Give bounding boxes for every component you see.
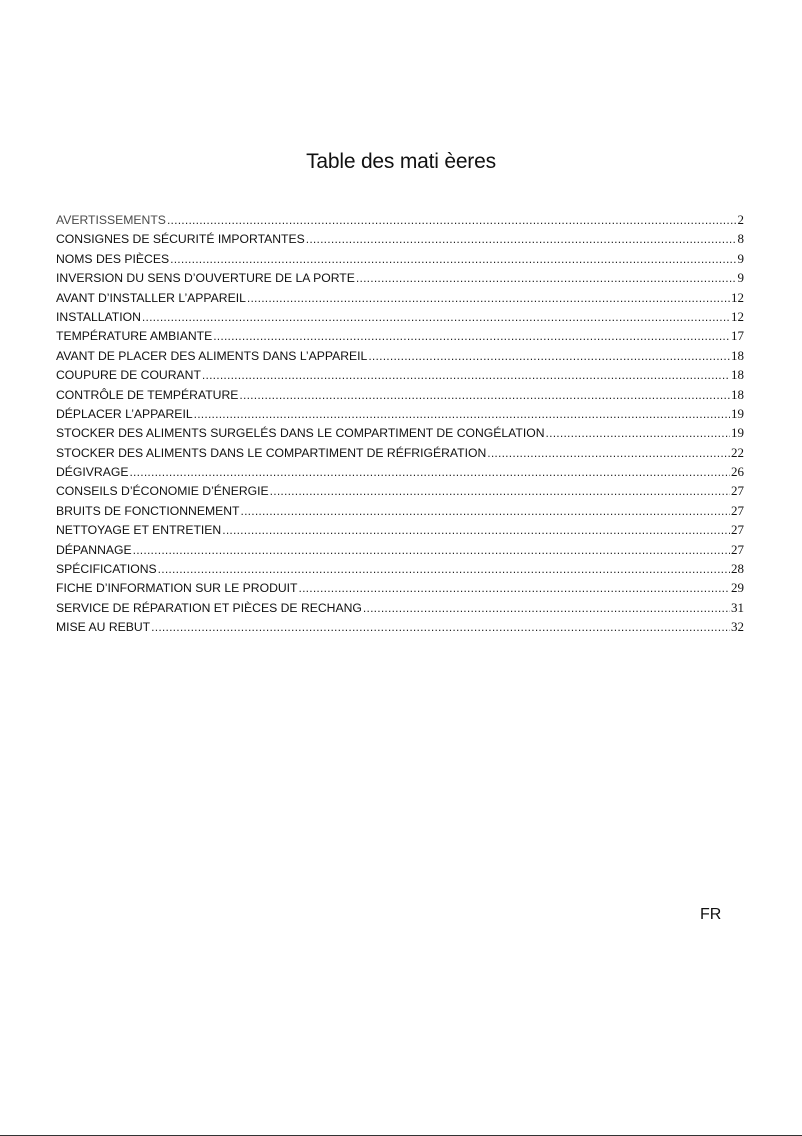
toc-entry-label: STOCKER DES ALIMENTS DANS LE COMPARTIMENT DE RÉFRIGÉRATION — [56, 445, 487, 460]
page-title: Table des mati èeres — [306, 150, 496, 174]
toc-entry-temperature-ambiante[interactable] — [56, 326, 744, 345]
toc-entry-label: SERVICE DE RÉPARATION ET PIÈCES DE RECHANG — [56, 600, 362, 615]
toc-entry-page: 9 — [737, 270, 744, 286]
toc-entry-conseils-economie[interactable] — [56, 481, 744, 500]
toc-entry-deplacer-appareil[interactable] — [56, 404, 744, 423]
toc-entry-controle-temperature[interactable] — [56, 385, 744, 404]
toc-dot-leader — [129, 463, 730, 482]
toc-entry-noms-pieces[interactable] — [56, 249, 744, 268]
toc-entry-label: INVERSION DU SENS D’OUVERTURE DE LA PORTE — [56, 271, 355, 286]
toc-entry-page: 18 — [731, 386, 744, 402]
toc-dot-leader — [368, 347, 730, 366]
toc-entry-label: SPÉCIFICATIONS — [56, 562, 157, 577]
toc-entry-stocker-refrigeration[interactable] — [56, 443, 744, 462]
toc-entry-label: DÉPLACER L’APPAREIL — [56, 406, 193, 421]
toc-entry-label: AVANT D’INSTALLER L’APPAREIL — [56, 290, 246, 305]
toc-dot-leader — [487, 444, 730, 463]
toc-dot-leader — [158, 560, 730, 579]
toc-entry-depannage[interactable] — [56, 540, 744, 559]
toc-entry-page: 27 — [731, 541, 744, 557]
toc-entry-consignes-securite[interactable] — [56, 229, 744, 248]
toc-entry-page: 26 — [731, 464, 744, 480]
toc-entry-label: BRUITS DE FONCTIONNEMENT — [56, 503, 240, 518]
toc-entry-page: 22 — [731, 444, 744, 460]
toc-dot-leader — [222, 521, 730, 540]
toc-dot-leader — [142, 308, 730, 327]
toc-entry-avant-installer[interactable] — [56, 288, 744, 307]
toc-entry-fiche-information[interactable] — [56, 578, 744, 597]
toc-entry-page: 12 — [731, 289, 744, 305]
toc-entry-label: INSTALLATION — [56, 309, 141, 324]
toc-entry-nettoyage-entretien[interactable] — [56, 520, 744, 539]
toc-entry-label: FICHE D’INFORMATION SUR LE PRODUIT — [56, 581, 298, 596]
toc-entry-specifications[interactable] — [56, 559, 744, 578]
toc-entry-label: AVERTISSEMENTS — [56, 213, 166, 227]
toc-entry-page: 27 — [731, 502, 744, 518]
language-code: FR — [700, 906, 722, 923]
toc-entry-page: 32 — [731, 619, 744, 635]
toc-dot-leader — [170, 250, 736, 269]
toc-entry-stocker-surgeles[interactable] — [56, 423, 744, 442]
toc-entry-page: 2 — [737, 212, 744, 227]
toc-dot-leader — [546, 424, 730, 443]
toc-entry-label: STOCKER DES ALIMENTS SURGELÉS DANS LE COMPARTIMENT DE CONGÉLATION — [56, 426, 545, 441]
toc-entry-label: TEMPÉRATURE AMBIANTE — [56, 329, 213, 344]
toc-entry-label: CONSIGNES DE SÉCURITÉ IMPORTANTES — [56, 232, 305, 247]
toc-entry-label: NOMS DES PIÈCES — [56, 251, 170, 266]
toc-dot-leader — [202, 366, 730, 385]
toc-entry-page: 19 — [731, 425, 744, 441]
toc-entry-page: 18 — [731, 347, 744, 363]
toc-entry-bruits-fonctionnement[interactable] — [56, 501, 744, 520]
toc-entry-degivrage[interactable] — [56, 462, 744, 481]
toc-entry-label: AVANT DE PLACER DES ALIMENTS DANS L’APPAREIL — [56, 348, 368, 363]
toc-entry-page: 17 — [731, 328, 744, 344]
table-of-contents — [56, 210, 744, 637]
toc-entry-label: NETTOYAGE ET ENTRETIEN — [56, 523, 222, 538]
toc-entry-label: DÉPANNAGE — [56, 542, 132, 557]
toc-dot-leader — [247, 289, 730, 308]
toc-entry-label: COUPURE DE COURANT — [56, 368, 201, 383]
toc-entry-label: CONTRÔLE DE TEMPÉRATURE — [56, 387, 239, 402]
toc-entry-coupure-courant[interactable] — [56, 365, 744, 384]
toc-entry-page: 8 — [737, 231, 744, 247]
toc-dot-leader — [270, 482, 730, 501]
toc-dot-leader — [306, 230, 737, 249]
toc-entry-page: 18 — [731, 367, 744, 383]
toc-dot-leader — [167, 211, 737, 230]
toc-dot-leader — [133, 541, 730, 560]
toc-dot-leader — [239, 386, 730, 405]
toc-entry-page: 31 — [731, 599, 744, 615]
toc-entry-page: 28 — [731, 561, 744, 577]
toc-dot-leader — [151, 618, 730, 637]
toc-dot-leader — [356, 269, 737, 288]
toc-entry-label: DÉGIVRAGE — [56, 465, 129, 480]
toc-dot-leader — [241, 502, 731, 521]
toc-dot-leader — [363, 599, 730, 618]
toc-entry-page: 12 — [731, 308, 744, 324]
toc-entry-page: 29 — [731, 580, 744, 596]
toc-dot-leader — [213, 327, 730, 346]
toc-entry-page: 27 — [731, 483, 744, 499]
toc-entry-avant-placer-aliments[interactable] — [56, 346, 744, 365]
toc-dot-leader — [299, 579, 731, 598]
toc-entry-label: CONSEILS D’ÉCONOMIE D’ÉNERGIE — [56, 484, 269, 499]
toc-entry-inversion-porte[interactable] — [56, 268, 744, 287]
toc-entry-avertissements[interactable] — [56, 210, 744, 229]
toc-entry-page: 9 — [737, 250, 744, 266]
toc-dot-leader — [194, 405, 730, 424]
toc-entry-installation[interactable] — [56, 307, 744, 326]
toc-entry-service-reparation[interactable] — [56, 598, 744, 617]
toc-entry-label: MISE AU REBUT — [56, 620, 151, 635]
toc-entry-page: 19 — [731, 405, 744, 421]
toc-entry-page: 27 — [731, 522, 744, 538]
toc-entry-mise-au-rebut[interactable] — [56, 617, 744, 636]
